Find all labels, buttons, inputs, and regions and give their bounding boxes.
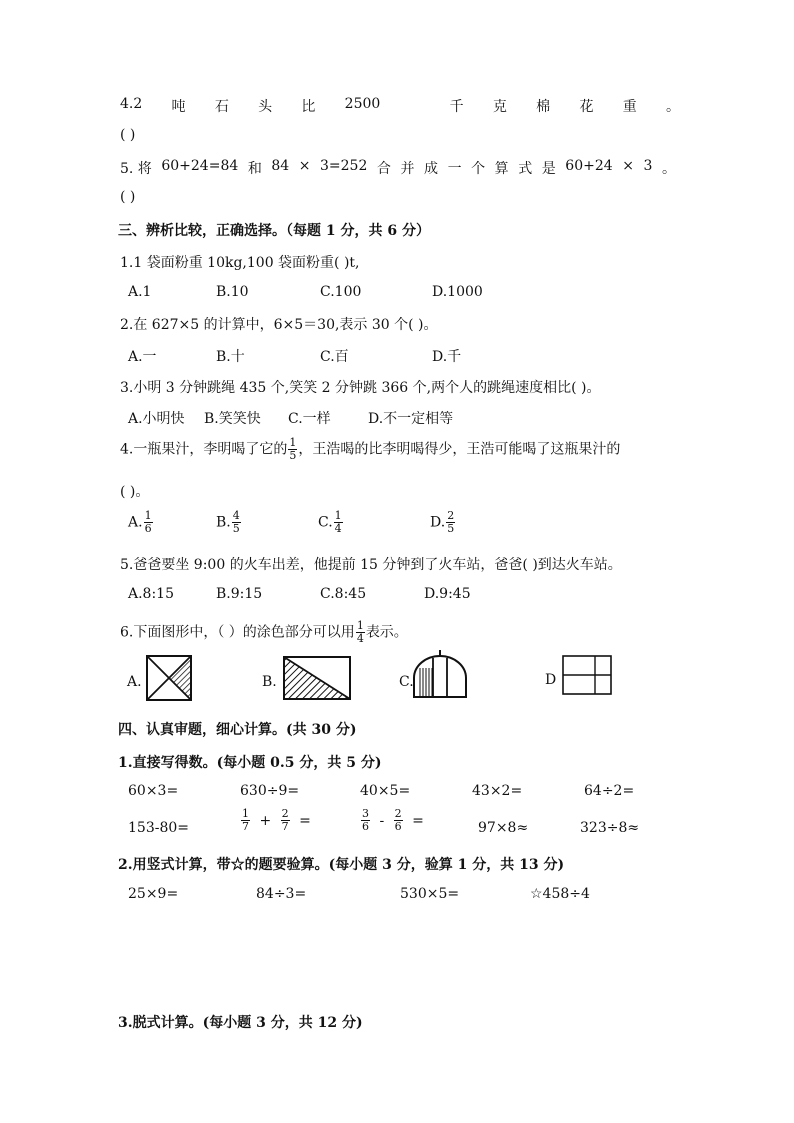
q5-w14: 60+24 bbox=[565, 158, 613, 174]
s4-sub2-title: 2.用竖式计算，带☆的题要验算。(每小题 3 分，验算 1 分，共 13 分) bbox=[118, 857, 565, 873]
calc-3[interactable]: 40×5= bbox=[360, 783, 411, 799]
s3-q6-text-b: 表示。 bbox=[365, 624, 408, 641]
figure-d-grid[interactable] bbox=[562, 655, 612, 695]
opt-label: A. bbox=[128, 514, 143, 531]
frac-den: 4 bbox=[356, 632, 364, 645]
figure-b-rect-triangle[interactable] bbox=[282, 655, 352, 701]
s3-q3-opt-c[interactable]: C.一样 bbox=[288, 411, 331, 427]
opt-label: B. bbox=[216, 514, 231, 531]
s3-q5-opt-a[interactable]: A.8:15 bbox=[128, 586, 174, 602]
s3-q4-text-b: ，王浩喝的比李明喝得少，王浩可能喝了这瓶果汁的 bbox=[298, 441, 621, 458]
frac-num: 2 bbox=[281, 807, 289, 820]
judge-q5 bbox=[120, 158, 676, 178]
fig-label-d[interactable]: D bbox=[545, 672, 557, 688]
s3-q5-opt-b[interactable]: B.9:15 bbox=[216, 586, 263, 602]
q4-w1: 石 bbox=[214, 99, 229, 115]
frac-den: 5 bbox=[447, 522, 455, 535]
calc-1[interactable]: 60×3= bbox=[128, 783, 179, 799]
s3-q1-opt-b[interactable]: B.10 bbox=[216, 284, 249, 300]
s3-q6-text-a: 6.下面图形中，（ ）的涂色部分可以用 bbox=[120, 624, 355, 641]
eq: = bbox=[412, 812, 424, 829]
frac-a bbox=[361, 808, 370, 833]
vertical-calc-3[interactable]: 530×5= bbox=[400, 886, 460, 902]
s3-q1-opt-a[interactable]: A.1 bbox=[128, 284, 152, 300]
opt-frac bbox=[334, 510, 343, 535]
op: + bbox=[259, 812, 272, 829]
frac-b bbox=[281, 808, 290, 833]
s3-q4-frac bbox=[288, 437, 297, 462]
s3-q4-opt-b[interactable] bbox=[216, 510, 242, 535]
opt-label: C. bbox=[318, 514, 333, 531]
s3-q4-opt-a[interactable] bbox=[128, 510, 154, 535]
q4-w9: 重 bbox=[622, 99, 637, 115]
calc-10[interactable]: 323÷8≈ bbox=[580, 820, 640, 836]
q4-w4: 2500 bbox=[344, 96, 381, 112]
frac-num: 1 bbox=[289, 436, 297, 449]
q5-answer-paren[interactable]: ( ) bbox=[120, 189, 136, 205]
s4-sub1-title: 1.直接写得数。(每小题 0.5 分，共 5 分) bbox=[118, 755, 382, 771]
calc-2[interactable]: 630÷9= bbox=[240, 783, 300, 799]
frac-num: 1 bbox=[356, 619, 364, 632]
q5-w16: 3 bbox=[643, 158, 653, 174]
q5-w12: 式 bbox=[518, 161, 533, 177]
opt-frac bbox=[232, 510, 241, 535]
frac-num: 1 bbox=[144, 509, 152, 522]
s3-q6-frac bbox=[356, 620, 365, 645]
q5-w6: 合 bbox=[376, 161, 391, 177]
s3-q2-opt-d[interactable]: D.千 bbox=[432, 349, 462, 365]
calc-7[interactable] bbox=[240, 808, 311, 833]
opt-frac bbox=[144, 510, 153, 535]
q4-w8: 花 bbox=[579, 99, 594, 115]
q5-w15: × bbox=[622, 158, 634, 174]
q4-w7: 棉 bbox=[536, 99, 551, 115]
s3-q2-opt-a[interactable]: A.一 bbox=[128, 349, 157, 365]
q5-w5: 3=252 bbox=[320, 158, 368, 174]
calc-6[interactable]: 153-80= bbox=[128, 820, 189, 836]
frac-den: 4 bbox=[334, 522, 342, 535]
frac-den: 7 bbox=[281, 820, 289, 833]
s3-q5-opt-c[interactable]: C.8:45 bbox=[320, 586, 367, 602]
frac-num: 1 bbox=[242, 807, 249, 820]
q5-w2: 和 bbox=[247, 161, 262, 177]
frac-b bbox=[394, 808, 403, 833]
fig-label-b[interactable]: B. bbox=[262, 674, 277, 690]
s3-q5-opt-d[interactable]: D.9:45 bbox=[424, 586, 471, 602]
frac-num: 3 bbox=[362, 807, 369, 820]
opt-frac bbox=[446, 510, 455, 535]
q5-w4: × bbox=[298, 158, 311, 174]
q5-w9: 一 bbox=[447, 161, 462, 177]
q5-w3: 84 bbox=[271, 158, 290, 174]
frac-num: 2 bbox=[447, 509, 455, 522]
s3-q4-text-a: 4.一瓶果汁，李明喝了它的 bbox=[120, 441, 288, 458]
s3-q4-opt-d[interactable] bbox=[430, 510, 456, 535]
calc-4[interactable]: 43×2= bbox=[472, 783, 523, 799]
frac-den: 5 bbox=[232, 522, 240, 535]
q5-w1: 60+24=84 bbox=[161, 158, 239, 174]
vertical-calc-4[interactable]: ☆458÷4 bbox=[530, 886, 590, 902]
s3-q4-text bbox=[120, 437, 620, 462]
frac-den: 6 bbox=[362, 820, 369, 833]
q4-w2: 头 bbox=[258, 99, 273, 115]
q4-w5: 千 bbox=[449, 99, 464, 115]
s4-sub3-title: 3.脱式计算。(每小题 3 分，共 12 分) bbox=[118, 1015, 363, 1031]
frac-den: 6 bbox=[394, 820, 402, 833]
judge-q4 bbox=[120, 96, 680, 116]
q5-w10: 个 bbox=[471, 161, 486, 177]
s3-q1-opt-c[interactable]: C.100 bbox=[320, 284, 362, 300]
op: - bbox=[379, 812, 385, 829]
s3-q5-text: 5.爸爸要坐 9:00 的火车出差，他提前 15 分钟到了火车站，爸爸( )到达火车站。 bbox=[120, 557, 622, 573]
eq: = bbox=[299, 812, 311, 829]
q4-w10: 。 bbox=[666, 99, 680, 115]
q5-w11: 算 bbox=[494, 161, 509, 177]
s3-q3-opt-d[interactable]: D.不一定相等 bbox=[368, 411, 454, 427]
q5-w0: 5. 将 bbox=[120, 161, 152, 177]
frac-num: 2 bbox=[394, 807, 402, 820]
calc-9[interactable]: 97×8≈ bbox=[478, 820, 529, 836]
s3-q1-text: 1.1 袋面粉重 10kg,100 袋面粉重( )t, bbox=[120, 255, 360, 271]
s3-q4-opt-c[interactable] bbox=[318, 510, 344, 535]
q5-w8: 成 bbox=[424, 161, 439, 177]
figure-c-arch[interactable] bbox=[410, 650, 470, 700]
figure-a-square-quarter[interactable] bbox=[145, 654, 193, 702]
fig-label-c[interactable]: C. bbox=[399, 674, 414, 690]
s3-q2-opt-c[interactable]: C.百 bbox=[320, 349, 349, 365]
frac-den: 5 bbox=[289, 449, 297, 462]
s3-q6-text bbox=[120, 620, 408, 645]
s3-q2-text: 2.在 627×5 的计算中，6×5＝30,表示 30 个( )。 bbox=[120, 317, 438, 333]
s3-q3-opt-a[interactable]: A.小明快 bbox=[128, 411, 185, 427]
opt-label: D. bbox=[430, 514, 446, 531]
section4-title: 四、认真审题，细心计算。(共 30 分) bbox=[118, 722, 357, 738]
frac-a bbox=[241, 808, 250, 833]
q5-w7: 并 bbox=[400, 161, 415, 177]
q4-w3: 比 bbox=[301, 99, 316, 115]
s3-q2-opt-b[interactable]: B.十 bbox=[216, 349, 245, 365]
q4-num: 4.2 bbox=[120, 96, 143, 112]
fig-label-a[interactable]: A. bbox=[127, 674, 142, 690]
frac-num: 4 bbox=[232, 509, 240, 522]
q4-w6: 克 bbox=[492, 99, 507, 115]
frac-den: 6 bbox=[144, 522, 152, 535]
s3-q3-opt-b[interactable]: B.笑笑快 bbox=[204, 411, 261, 427]
s3-q1-opt-d[interactable]: D.1000 bbox=[432, 284, 483, 300]
q5-w17: 。 bbox=[661, 161, 676, 177]
vertical-calc-1[interactable]: 25×9= bbox=[128, 886, 179, 902]
q4-w0: 吨 bbox=[171, 99, 186, 115]
section3-title: 三、辨析比较，正确选择。（每题 1 分，共 6 分） bbox=[118, 223, 430, 239]
vertical-calc-2[interactable]: 84÷3= bbox=[256, 886, 307, 902]
q5-w13: 是 bbox=[541, 161, 556, 177]
frac-den: 7 bbox=[242, 820, 249, 833]
s3-q4-answer-paren[interactable]: ( )。 bbox=[120, 484, 150, 500]
frac-num: 1 bbox=[334, 509, 342, 522]
calc-5[interactable]: 64÷2= bbox=[584, 783, 635, 799]
s3-q3-text: 3.小明 3 分钟跳绳 435 个,笑笑 2 分钟跳 366 个,两个人的跳绳速度相比( )。 bbox=[120, 380, 601, 396]
calc-8[interactable] bbox=[360, 808, 424, 833]
q4-answer-paren[interactable]: ( ) bbox=[120, 127, 136, 143]
